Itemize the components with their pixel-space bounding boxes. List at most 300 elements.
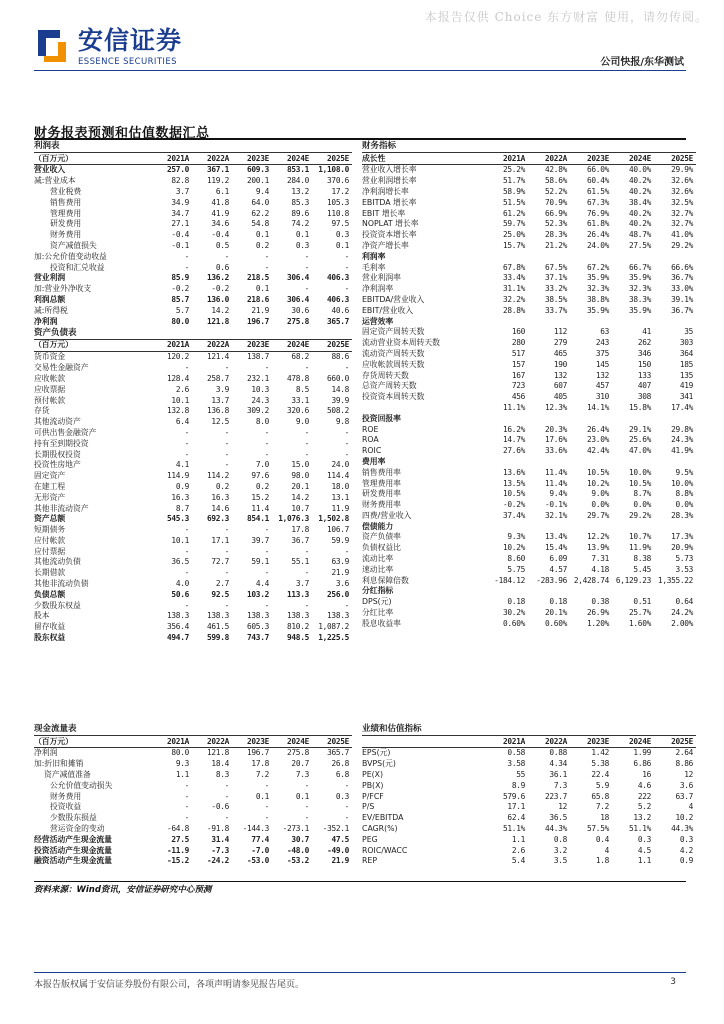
row-value: - xyxy=(344,251,350,261)
row-value: 0.3 xyxy=(295,240,309,250)
row-value: 29.1% xyxy=(629,424,651,434)
row-value: 10.0% xyxy=(629,467,651,477)
table-row xyxy=(34,208,352,219)
row-value: -0.4 xyxy=(171,230,189,240)
row-value: 97.5 xyxy=(331,219,350,229)
row-label: 营业税费 xyxy=(50,186,82,196)
table-row xyxy=(34,438,352,449)
row-value: - xyxy=(184,427,189,437)
row-label: 分红比率 xyxy=(362,608,394,618)
row-value: 47.0% xyxy=(629,446,651,456)
row-value: - xyxy=(264,525,269,535)
row-value: 579.6 xyxy=(503,791,525,801)
row-value: - xyxy=(344,600,350,610)
row-value: 364 xyxy=(679,348,694,358)
table-row xyxy=(362,532,696,543)
row-label: 留存收益 xyxy=(34,622,66,632)
unit-label: （百万元） xyxy=(34,153,152,165)
row-value: 121.8 xyxy=(207,748,229,758)
row-label: EPS(元) xyxy=(362,748,391,758)
row-value: 64.0 xyxy=(251,197,269,207)
row-value: 36.7% xyxy=(671,305,694,315)
row-value: 67.5% xyxy=(545,262,567,272)
row-value: 10.3 xyxy=(251,384,269,394)
row-value: 0.1 xyxy=(255,791,269,801)
row-value: -0.2 xyxy=(211,284,229,294)
row-label: 股东权益 xyxy=(34,633,66,643)
row-value: 36.7 xyxy=(291,535,309,545)
row-value: -7.3 xyxy=(211,845,229,855)
row-value: 1,502.8 xyxy=(318,514,350,524)
row-value: 29.2% xyxy=(671,240,694,250)
row-label: 流动比率 xyxy=(362,554,394,564)
row-label: 利息保障倍数 xyxy=(362,575,409,585)
row-value: - xyxy=(264,546,269,556)
row-value: 232.1 xyxy=(247,373,269,383)
valuation-section-title: 业绩和估值指标 xyxy=(362,723,696,736)
row-value: 3.6 xyxy=(335,579,350,589)
table-row xyxy=(362,262,696,273)
row-value: 112 xyxy=(553,327,567,337)
row-value: 24.2% xyxy=(671,608,694,618)
row-value: 132.8 xyxy=(167,406,189,416)
row-value: 3.9 xyxy=(215,384,229,394)
row-value: 303 xyxy=(679,338,694,348)
row-value: 17.4% xyxy=(671,402,694,412)
row-value: 810.2 xyxy=(287,622,309,632)
year-header: 2024E xyxy=(272,153,312,165)
indicators-section-title: 财务指标 xyxy=(362,140,696,153)
row-value: 11.4% xyxy=(545,478,567,488)
row-label: 毛利率 xyxy=(362,262,386,272)
row-label: 投资性房地产 xyxy=(34,460,81,470)
row-value: 54.8 xyxy=(251,219,269,229)
brand-logo-icon xyxy=(34,26,70,64)
row-label: 净利润增长率 xyxy=(362,186,409,196)
row-value: - xyxy=(264,813,269,823)
row-label: NOPLAT 增长率 xyxy=(362,219,419,229)
row-value: 310 xyxy=(595,392,609,402)
row-value: 66.9% xyxy=(545,208,567,218)
row-value: 85.9 xyxy=(171,273,189,283)
row-value: 36.1 xyxy=(549,769,567,779)
table-row xyxy=(34,856,352,867)
row-value: 40.2% xyxy=(629,176,651,186)
table-row xyxy=(362,403,696,414)
row-value: - xyxy=(304,568,309,578)
table-row xyxy=(362,187,696,198)
year-header: 2023E xyxy=(570,153,612,165)
row-value: - xyxy=(304,449,309,459)
row-value: 10.5% xyxy=(503,489,525,499)
row-value: - xyxy=(184,780,189,790)
row-value: 47.5 xyxy=(331,834,350,844)
table-row xyxy=(34,428,352,439)
row-value: 59.7% xyxy=(503,219,525,229)
table-row xyxy=(34,824,352,835)
row-value: 114.9 xyxy=(167,471,189,481)
row-value: 605.3 xyxy=(247,622,269,632)
row-label: EBITDA/营业收入 xyxy=(362,294,425,304)
row-value: 52.3% xyxy=(545,219,567,229)
row-value: 25.0% xyxy=(503,230,525,240)
row-value: 0.64 xyxy=(675,597,694,607)
row-value: 1.8 xyxy=(595,856,609,866)
row-value: 138.3 xyxy=(287,611,309,621)
year-header: 2022A xyxy=(528,736,570,748)
row-value: 48.7% xyxy=(629,230,651,240)
row-value: - xyxy=(304,600,309,610)
year-header: 2025E xyxy=(312,153,352,165)
row-value: 8.38 xyxy=(633,554,651,564)
row-value: 121.8 xyxy=(207,316,229,326)
row-label: 长期借款 xyxy=(34,568,66,578)
income-header xyxy=(34,153,352,165)
row-value: 3.58 xyxy=(507,759,525,769)
row-value: - xyxy=(344,363,350,373)
row-value: 31.4 xyxy=(211,834,229,844)
table-row xyxy=(34,622,352,633)
row-value: -352.1 xyxy=(322,823,350,833)
row-value: 41.9 xyxy=(211,208,229,218)
table-row xyxy=(34,284,352,295)
row-value: 196.7 xyxy=(247,748,269,758)
row-label: 其他非流动资产 xyxy=(34,503,89,513)
row-value: 6.4 xyxy=(175,417,189,427)
row-value: - xyxy=(344,780,350,790)
row-value: 370.6 xyxy=(327,176,350,186)
row-value: 222 xyxy=(637,791,651,801)
table-row xyxy=(34,780,352,791)
row-value: 4.1 xyxy=(175,460,189,470)
income-balance-table xyxy=(34,140,352,643)
row-value: 8.86 xyxy=(675,759,694,769)
row-value: 13.5% xyxy=(503,478,525,488)
row-value: 257.0 xyxy=(167,165,189,175)
table-row xyxy=(34,536,352,547)
row-value: 0.60% xyxy=(503,618,525,628)
row-value: 18.4 xyxy=(211,759,229,769)
table-row xyxy=(34,770,352,781)
row-value: 5.38 xyxy=(591,759,609,769)
table-row xyxy=(362,575,696,586)
row-value: 27.6% xyxy=(503,446,525,456)
indicator-group-row xyxy=(362,316,696,327)
row-value: 28.3% xyxy=(671,510,694,520)
row-value: 200.1 xyxy=(247,176,269,186)
table-row xyxy=(362,424,696,435)
row-label: 短期债务 xyxy=(34,525,66,535)
row-value: 9.0% xyxy=(591,489,609,499)
row-value: 465 xyxy=(553,348,567,358)
row-value: -0.2 xyxy=(171,284,189,294)
row-value: 11.9 xyxy=(331,503,350,513)
row-value: 7.3 xyxy=(553,780,567,790)
row-value: 85.7 xyxy=(171,294,189,304)
year-header: 2024E xyxy=(272,736,312,748)
row-value: 38.8% xyxy=(587,294,609,304)
table-row xyxy=(362,802,696,813)
row-value: 150 xyxy=(637,359,651,369)
row-value: 35.9% xyxy=(629,305,651,315)
indicator-group-title: 偿债能力 xyxy=(362,521,394,531)
table-row xyxy=(34,230,352,241)
header-divider xyxy=(34,70,686,71)
row-value: 4.18 xyxy=(591,564,609,574)
row-value: 5.73 xyxy=(675,554,694,564)
row-value: 29.2% xyxy=(629,510,651,520)
row-value: 0.2 xyxy=(215,481,229,491)
row-value: 9.0 xyxy=(295,417,309,427)
row-value: - xyxy=(344,802,350,812)
row-value: 0.2 xyxy=(255,481,269,491)
row-value: 119.2 xyxy=(207,176,229,186)
row-value: 5.45 xyxy=(633,564,651,574)
row-value: 457 xyxy=(595,381,609,391)
row-value: 280 xyxy=(511,338,525,348)
row-value: -184.12 xyxy=(494,575,525,585)
row-value: 279 xyxy=(553,338,567,348)
row-value: 28.8% xyxy=(503,305,525,315)
row-value: 3.53 xyxy=(675,564,694,574)
row-value: - xyxy=(184,449,189,459)
row-label: PB(X) xyxy=(362,780,384,790)
table-row xyxy=(34,503,352,514)
row-value: 33.4% xyxy=(503,273,525,283)
row-value: 406.3 xyxy=(327,273,350,283)
cashflow-section-title: 现金流量表 xyxy=(34,723,352,736)
row-value: 6.8 xyxy=(335,769,350,779)
table-row xyxy=(362,500,696,511)
row-value: - xyxy=(184,568,189,578)
row-value: 92.5 xyxy=(211,589,229,599)
row-value: 63.7 xyxy=(675,791,694,801)
row-value: 32.7% xyxy=(671,219,694,229)
row-label: 营业收入 xyxy=(34,165,66,175)
row-value: 10.2% xyxy=(587,478,609,488)
row-value: 35.9% xyxy=(629,273,651,283)
row-value: 405 xyxy=(553,392,567,402)
row-value: 599.8 xyxy=(207,633,229,643)
row-value: 4.34 xyxy=(549,759,567,769)
row-value: -15.2 xyxy=(167,856,189,866)
row-label: 净利润 xyxy=(34,316,58,326)
row-label: 其他流动负债 xyxy=(34,557,81,567)
row-value: - xyxy=(264,780,269,790)
row-value: 853.1 xyxy=(287,165,309,175)
row-value: 4 xyxy=(604,845,609,855)
row-value: 24.0 xyxy=(331,460,350,470)
table-row xyxy=(362,446,696,457)
row-value: 2.6 xyxy=(175,384,189,394)
row-value: 341 xyxy=(679,392,694,402)
page-title: 财务报表预测和估值数据汇总 xyxy=(34,126,210,141)
table-row xyxy=(34,759,352,770)
row-value: 365.7 xyxy=(327,748,350,758)
row-value: 32.1% xyxy=(545,510,567,520)
row-value: 60.4% xyxy=(587,176,609,186)
row-value: 607 xyxy=(553,381,567,391)
row-label: 货币资金 xyxy=(34,352,66,362)
row-label: 研发费用 xyxy=(50,219,82,229)
table-row xyxy=(362,511,696,522)
row-value: 15.8% xyxy=(629,402,651,412)
table-row xyxy=(34,579,352,590)
row-value: 31.1% xyxy=(503,284,525,294)
row-value: 51.1% xyxy=(629,823,651,833)
row-label: 财务费用率 xyxy=(362,500,401,510)
table-row xyxy=(362,597,696,608)
row-value: 32.6% xyxy=(671,176,694,186)
row-value: - xyxy=(224,813,229,823)
row-value: 85.3 xyxy=(291,197,309,207)
row-value: 218.6 xyxy=(247,294,269,304)
row-value: 88.6 xyxy=(331,352,350,362)
row-value: 157 xyxy=(511,359,525,369)
row-value: 0.1 xyxy=(255,284,269,294)
row-value: 3.6 xyxy=(679,780,694,790)
row-value: 2.6 xyxy=(511,845,525,855)
year-header: 2021A xyxy=(152,339,192,351)
row-value: 1,108.0 xyxy=(318,165,350,175)
row-value: 406.3 xyxy=(327,294,350,304)
row-value: 17.8 xyxy=(251,759,269,769)
table-row xyxy=(34,557,352,568)
table-row xyxy=(34,384,352,395)
row-value: 61.8% xyxy=(587,219,609,229)
row-value: - xyxy=(224,546,229,556)
row-value: - xyxy=(184,802,189,812)
table-row xyxy=(362,349,696,360)
row-label: 少数股东损益 xyxy=(50,813,97,823)
table-row xyxy=(34,187,352,198)
year-header: 2022A xyxy=(192,153,232,165)
row-label: 流动营业资本周转天数 xyxy=(362,338,440,348)
year-header: 2021A xyxy=(152,153,192,165)
row-value: 218.5 xyxy=(247,273,269,283)
row-value: 1,076.3 xyxy=(278,514,309,524)
row-value: 28.3% xyxy=(545,230,567,240)
row-value: 34.9 xyxy=(171,197,189,207)
row-value: 114.2 xyxy=(207,471,229,481)
row-label: 负债总额 xyxy=(34,589,66,599)
row-value: 3.5 xyxy=(553,856,567,866)
table-row xyxy=(362,608,696,619)
table-row xyxy=(362,295,696,306)
row-value: 0.8 xyxy=(553,834,567,844)
row-value: 18 xyxy=(600,813,609,823)
row-value: 1,225.5 xyxy=(318,633,350,643)
row-value: 17.1 xyxy=(507,802,525,812)
row-value: 29.8% xyxy=(671,424,694,434)
row-label: 营运资金的变动 xyxy=(50,823,105,833)
row-value: - xyxy=(184,546,189,556)
row-value: - xyxy=(224,438,229,448)
row-value: 21.9 xyxy=(331,856,350,866)
table-row xyxy=(34,460,352,471)
cashflow-header xyxy=(34,736,352,748)
row-label: 应付帐款 xyxy=(34,535,66,545)
row-value: 40.6 xyxy=(331,305,350,315)
row-value: - xyxy=(224,791,229,801)
row-value: 4.57 xyxy=(549,564,567,574)
row-value: 20.9% xyxy=(671,543,694,553)
row-value: 33.1 xyxy=(291,395,309,405)
row-value: 51.1% xyxy=(503,823,525,833)
row-value: 42.8% xyxy=(545,165,567,175)
row-label: 融资活动产生现金流量 xyxy=(34,856,112,866)
row-label: REP xyxy=(362,856,378,866)
row-value: 20.1% xyxy=(545,608,567,618)
row-value: 67.8% xyxy=(503,262,525,272)
row-value: 30.2% xyxy=(503,608,525,618)
row-value: -91.8 xyxy=(207,823,229,833)
row-value: 7.0 xyxy=(255,460,269,470)
table-row xyxy=(34,197,352,208)
table-row xyxy=(362,478,696,489)
row-value: 0.51 xyxy=(633,597,651,607)
row-value: 12.2% xyxy=(587,532,609,542)
row-value: -7.0 xyxy=(251,845,269,855)
row-value: -53.2 xyxy=(287,856,309,866)
row-label: 投资和汇兑收益 xyxy=(50,262,105,272)
row-value: 25.2% xyxy=(503,165,525,175)
row-value: 5.4 xyxy=(511,856,525,866)
row-label: 财务费用 xyxy=(50,791,82,801)
row-value: 138.3 xyxy=(247,611,269,621)
table-row xyxy=(34,813,352,824)
row-value: 26.8 xyxy=(331,759,350,769)
row-label: 股本 xyxy=(34,611,50,621)
year-header: 2022A xyxy=(192,736,232,748)
row-value: 306.4 xyxy=(287,294,309,304)
row-label: 负债权益比 xyxy=(362,543,401,553)
row-value: 1.1 xyxy=(637,856,651,866)
row-value: 10.0% xyxy=(671,478,694,488)
row-label: 总资产周转天数 xyxy=(362,381,417,391)
row-value: 25.7% xyxy=(629,608,651,618)
row-value: 0.18 xyxy=(507,597,525,607)
row-value: 275.8 xyxy=(287,316,309,326)
row-value: 61.2% xyxy=(503,208,525,218)
year-header: 2023E xyxy=(570,736,612,748)
row-value: 27.1 xyxy=(171,219,189,229)
row-value: 74.2 xyxy=(291,219,309,229)
row-value: 12.3% xyxy=(545,402,567,412)
row-label: ROIC xyxy=(362,446,382,456)
row-value: 508.2 xyxy=(327,406,350,416)
row-value: 3.7 xyxy=(295,579,309,589)
row-value: 13.7 xyxy=(211,395,229,405)
row-value: -0.2% xyxy=(503,500,525,510)
row-value: - xyxy=(304,363,309,373)
row-value: 32.2% xyxy=(503,294,525,304)
row-value: 1.99 xyxy=(633,748,651,758)
row-value: 35 xyxy=(684,327,694,337)
table-row xyxy=(34,351,352,362)
row-value: 9.3 xyxy=(175,759,189,769)
row-value: 36.5 xyxy=(171,557,189,567)
row-label: 利润总额 xyxy=(34,294,66,304)
row-value: 40.2% xyxy=(629,219,651,229)
table-row xyxy=(362,241,696,252)
row-value: 0.0% xyxy=(633,500,651,510)
row-value: 14.2 xyxy=(291,492,309,502)
row-value: 57.5% xyxy=(587,823,609,833)
balance-section xyxy=(34,327,352,340)
table-row xyxy=(34,417,352,428)
table-row xyxy=(34,748,352,759)
